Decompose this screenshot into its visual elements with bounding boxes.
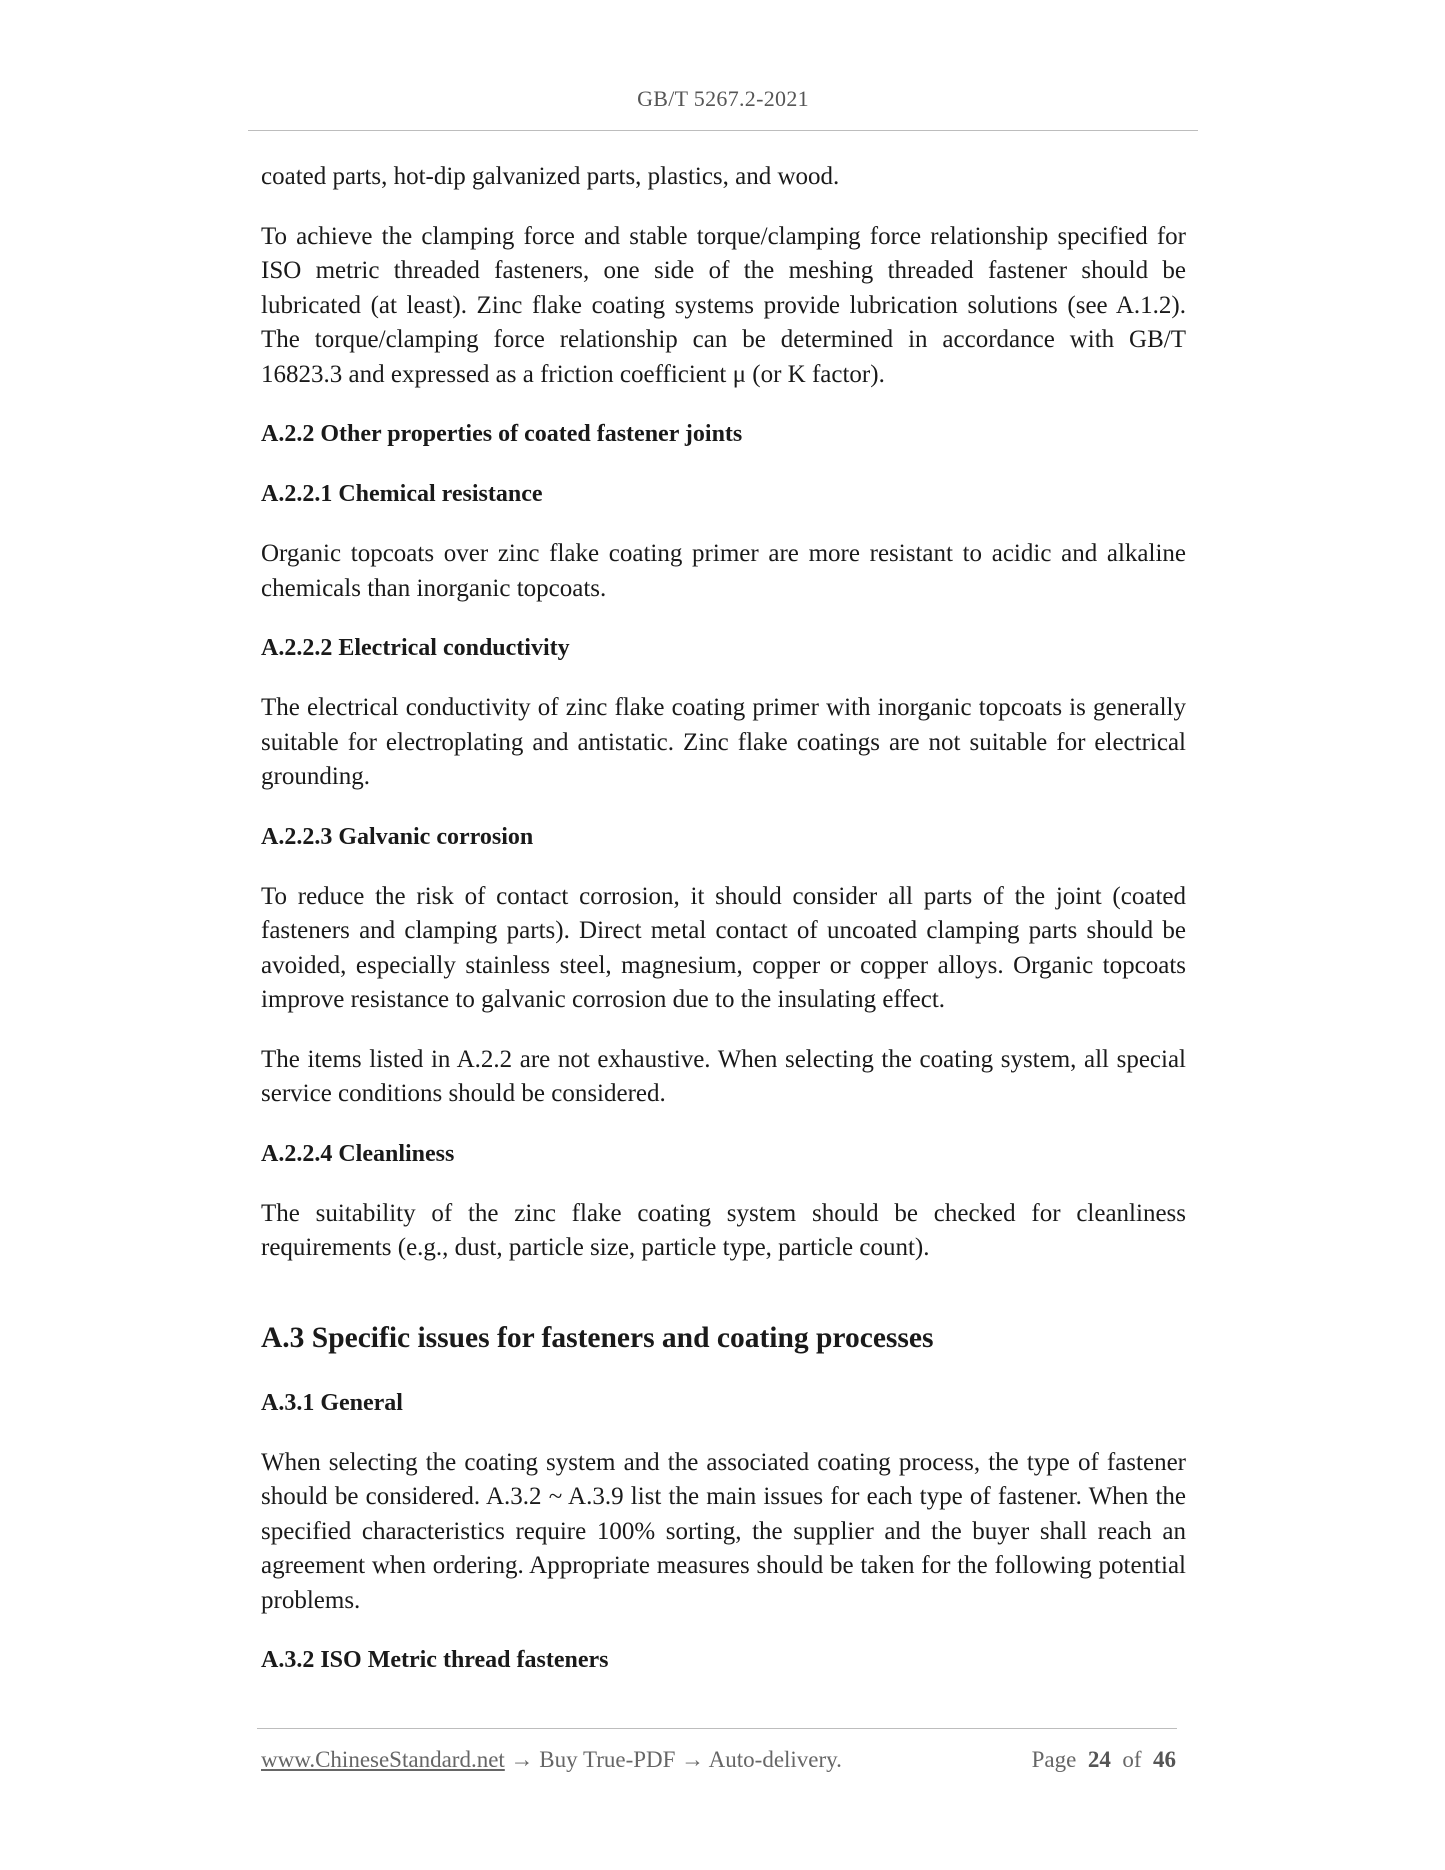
total-pages: 46 bbox=[1153, 1747, 1176, 1772]
footer-left bbox=[261, 1747, 842, 1773]
paragraph-continuation: coated parts, hot-dip galvanized parts, plastics, and wood. bbox=[261, 163, 840, 190]
paragraph-galvanic-corrosion: To reduce the risk of contact corrosion, it should consider all parts of the joint (coated fasteners and clamping parts). Direct metal contact of uncoated clamping parts should be avoided, especially stainless steel, magnesium, copper or copper alloys. Organic topcoats improve resistance to galvanic corrosion due to the insulating effect. bbox=[261, 882, 1186, 1013]
page-label: Page bbox=[1031, 1747, 1077, 1772]
paragraph-clamping-force: To achieve the clamping force and stable torque/clamping force relationship specified for ISO metric threaded fasteners, one side of the meshing threaded fastener should be lubricated (at least). Zinc flake coating systems provide lubrication solutions (see A.1.2). The torque/clamping force relationship can be determined in accordance with GB/T 16823.3 and expressed as a friction coefficient μ (or K factor). bbox=[261, 222, 1186, 388]
paragraph-items-not-exhaustive: The items listed in A.2.2 are not exhaustive. When selecting the coating system, all special service conditions should be considered. bbox=[261, 1045, 1186, 1107]
paragraph-chemical-resistance: Organic topcoats over zinc flake coating primer are more resistant to acidic and alkaline chemicals than inorganic topcoats. bbox=[261, 540, 1186, 602]
of-label: of bbox=[1122, 1747, 1142, 1772]
chinesestandard-link[interactable]: www.ChineseStandard.net bbox=[261, 1747, 505, 1772]
page-header: GB/T 5267.2-2021 bbox=[637, 86, 809, 111]
page-indicator bbox=[1032, 1747, 1176, 1773]
heading-a-2-2-2: A.2.2.2 Electrical conductivity bbox=[261, 635, 570, 661]
heading-a-3: A.3 Specific issues for fasteners and coating processes bbox=[261, 1321, 934, 1354]
header-divider bbox=[248, 130, 1198, 131]
heading-a-3-1: A.3.1 General bbox=[261, 1389, 403, 1416]
heading-a-2-2-1: A.2.2.1 Chemical resistance bbox=[261, 481, 543, 507]
paragraph-electrical-conductivity: The electrical conductivity of zinc flake coating primer with inorganic topcoats is generally suitable for electroplating and antistatic. Zinc flake coatings are not suitable for electrical grounding. bbox=[261, 694, 1186, 790]
footer-divider bbox=[257, 1728, 1177, 1729]
heading-a-3-2: A.3.2 ISO Metric thread fasteners bbox=[261, 1647, 609, 1673]
heading-a-2-2-3: A.2.2.3 Galvanic corrosion bbox=[261, 823, 534, 850]
heading-a-2-2: A.2.2 Other properties of coated fastener joints bbox=[261, 421, 743, 447]
page-number: 24 bbox=[1087, 1747, 1111, 1772]
footer-tagline: → Buy True-PDF → Auto-delivery. bbox=[504, 1747, 842, 1772]
heading-a-2-2-4: A.2.2.4 Cleanliness bbox=[261, 1140, 455, 1167]
paragraph-general: When selecting the coating system and the associated coating process, the type of fastener should be considered. A.3.2 ~ A.3.9 list the main issues for each type of fastener. When the specified characteristics require 100% sorting, the supplier and the buyer shall reach an agreement when ordering. Appropriate measures should be taken for the following potential problems. bbox=[261, 1448, 1186, 1614]
document-body bbox=[261, 160, 1186, 1703]
paragraph-cleanliness: The suitability of the zinc flake coating system should be checked for cleanliness requirements (e.g., dust, particle size, particle type, particle count). bbox=[261, 1199, 1186, 1261]
page-footer bbox=[261, 1747, 1176, 1773]
